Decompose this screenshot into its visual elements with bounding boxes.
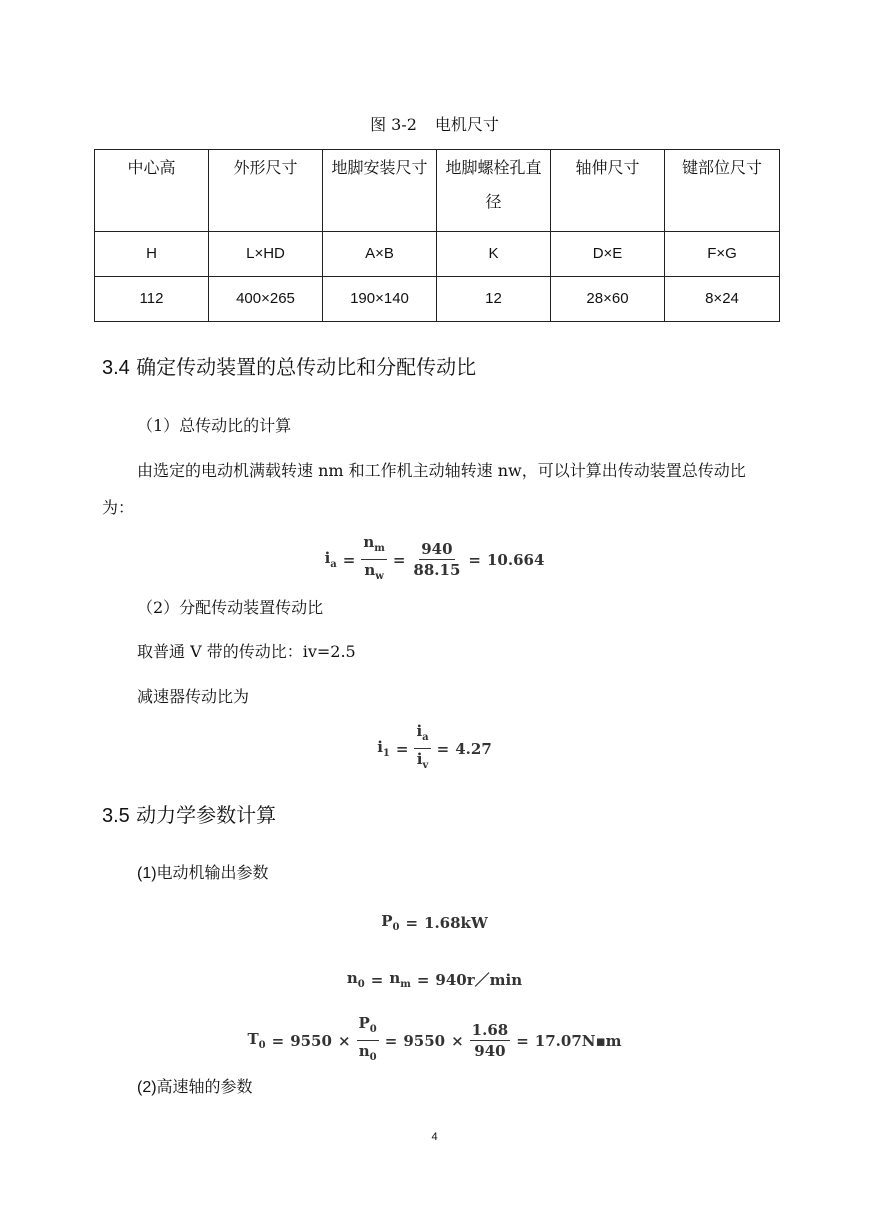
section-heading-3-5: 3.5 动力学参数计算 (102, 803, 277, 827)
table-cell: H (95, 232, 209, 277)
table-header-row (95, 150, 780, 232)
table-cell: 400×265 (209, 277, 323, 322)
page-number: 4 (431, 1131, 438, 1143)
paragraph-line: 取普通 V 带的传动比：iv=2.5 (137, 642, 356, 661)
table-cell: K (437, 232, 551, 277)
table-cell: 112 (95, 277, 209, 322)
equation-torque: $T_0$ = 9550 × $\frac{P_0}{n_0}$ = 9550 × $\frac{1.68}{940}$ = 17.07N▪m (247, 1014, 622, 1063)
header-cell: 中心高 (95, 150, 209, 232)
subheading-total-ratio: （1）总传动比的计算 (137, 416, 292, 435)
table-cell: F×G (665, 232, 780, 277)
caption-title: 电机尺寸 (434, 115, 499, 134)
header-cell: 地脚螺栓孔直径 (437, 150, 551, 232)
equation-total-ratio: $i_a$ = $\frac{n_m}{n_w}$ = $\frac{940}{88.15}$ = 10.664 (324, 533, 545, 582)
motor-dimensions-table (94, 149, 780, 322)
table-row (95, 232, 780, 277)
paragraph-line: 由选定的电动机满载转速 nm 和工作机主动轴转速 nw，可以计算出传动装置总传动比 (137, 461, 746, 480)
table-cell: 190×140 (323, 277, 437, 322)
table-cell: 8×24 (665, 277, 780, 322)
header-cell: 键部位尺寸 (665, 150, 780, 232)
subheading-motor-output: (1)电动机输出参数 (137, 865, 269, 882)
subheading-high-speed-shaft: (2)高速轴的参数 (137, 1079, 253, 1096)
equation-speed: $n_0$ = $n_m$ = 940r／min (346, 969, 523, 990)
header-cell: 外形尺寸 (209, 150, 323, 232)
caption-number: 图 3-2 (370, 115, 417, 134)
table-cell: L×HD (209, 232, 323, 277)
subheading-distribute-ratio: （2）分配传动装置传动比 (137, 598, 324, 617)
equation-reducer-ratio: $i_1$ = $\frac{i_a}{i_v}$ = 4.27 (377, 722, 492, 771)
equation-power: $P_0$ = 1.68kW (381, 912, 488, 933)
table-caption (0, 112, 869, 135)
header-cell: 轴伸尺寸 (551, 150, 665, 232)
table-cell: A×B (323, 232, 437, 277)
table-row (95, 277, 780, 322)
paragraph-line: 为： (102, 498, 135, 517)
table-cell: 12 (437, 277, 551, 322)
table-cell: D×E (551, 232, 665, 277)
paragraph-line: 减速器传动比为 (137, 687, 250, 706)
table-cell: 28×60 (551, 277, 665, 322)
section-heading-3-4: 3.4 确定传动装置的总传动比和分配传动比 (102, 355, 477, 379)
header-cell: 地脚安装尺寸 (323, 150, 437, 232)
